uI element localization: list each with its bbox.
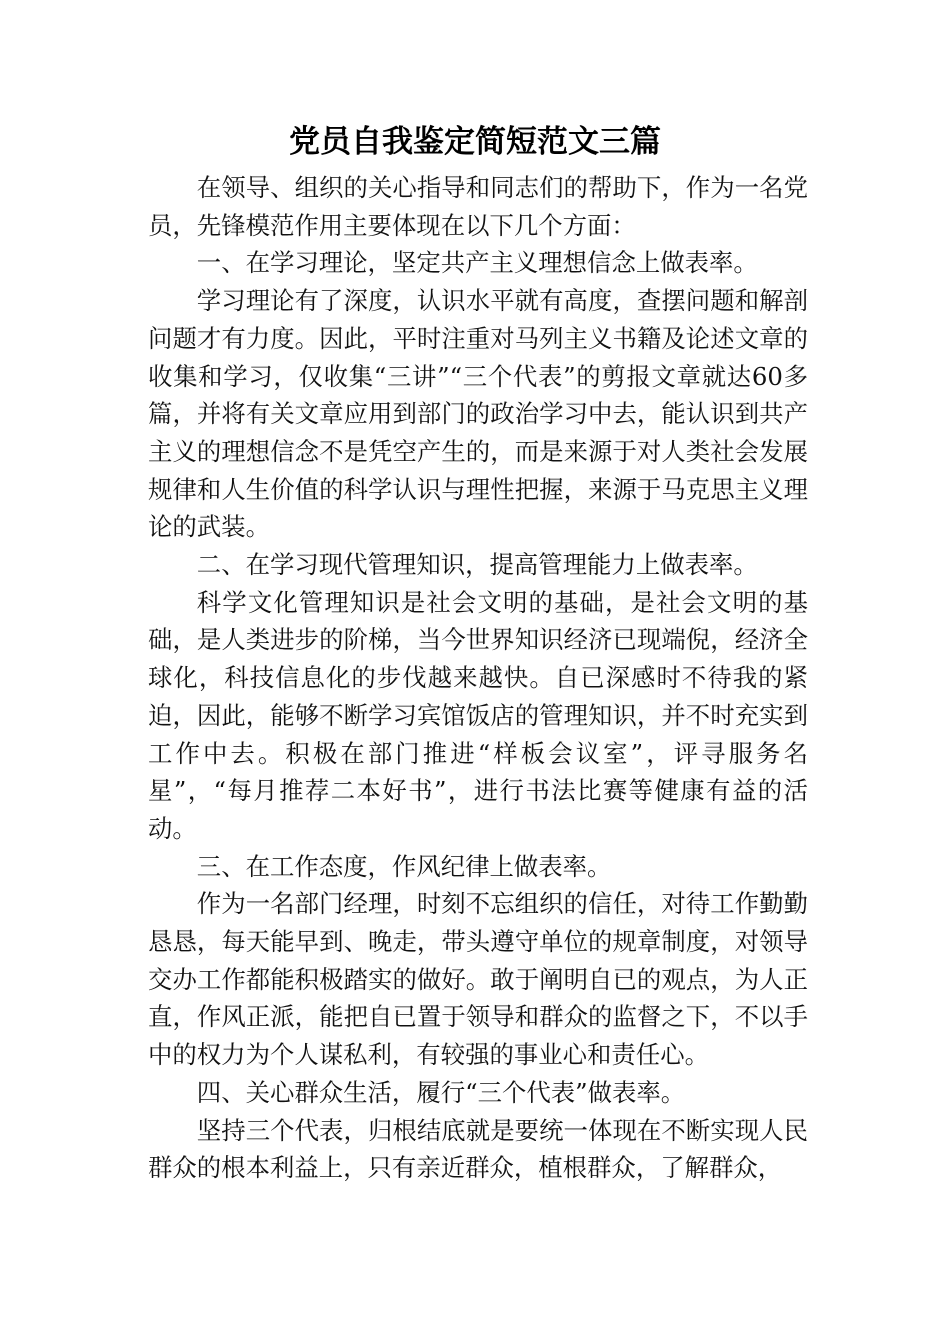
paragraph-1: 学习理论有了深度，认识水平就有高度，查摆问题和解剖问题才有力度。因此，平时注重对马列主义书籍及论述文章的收集和学习，仅收集“三讲”“三个代表”的剪报文章就达60多篇，并将有关文章应用到部门的政治学习中去，能认识到共产主义的理想信念不是凭空产生的，而是来源于对人类社会发展规律和人生价值的科学认识与理性把握，来源于马克思主义理论的武装。 [148, 286, 808, 542]
section-heading-2: 二、在学习现代管理知识，提高管理能力上做表率。 [196, 550, 758, 580]
document-body [148, 169, 808, 1187]
document-title: 党员自我鉴定简短范文三篇 [289, 124, 661, 160]
paragraph-intro: 在领导、组织的关心指导和同志们的帮助下，作为一名党员，先锋模范作用主要体现在以下几个方面： [148, 173, 808, 240]
section-heading-1: 一、在学习理论，坚定共产主义理想信念上做表率。 [196, 248, 758, 278]
section-heading-4: 四、关心群众生活，履行“三个代表”做表率。 [196, 1077, 686, 1107]
section-heading-3: 三、在工作态度，作风纪律上做表率。 [196, 851, 612, 881]
paragraph-4: 坚持三个代表，归根结底就是要统一体现在不断实现人民群众的根本利益上，只有亲近群众，植根群众，了解群众， [148, 1115, 808, 1183]
paragraph-3: 作为一名部门经理，时刻不忘组织的信任，对待工作勤勤恳恳，每天能早到、晚走，带头遵守单位的规章制度，对领导交办工作都能积极踏实的做好。敢于阐明自已的观点，为人正直，作风正派，能把自已置于领导和群众的监督之下，不以手中的权力为个人谋私利，有较强的事业心和责任心。 [148, 889, 808, 1070]
paragraph-2: 科学文化管理知识是社会文明的基础，是社会文明的基础，是人类进步的阶梯，当今世界知识经济已现端倪，经济全球化，科技信息化的步伐越来越快。自已深感时不待我的紧迫，因此，能够不断学习宾馆饭店的管理知识，并不时充实到工作中去。积极在部门推进“样板会议室”，评寻服务名星”，“每月推荐二本好书”，进行书法比赛等健康有益的活动。 [148, 587, 808, 843]
